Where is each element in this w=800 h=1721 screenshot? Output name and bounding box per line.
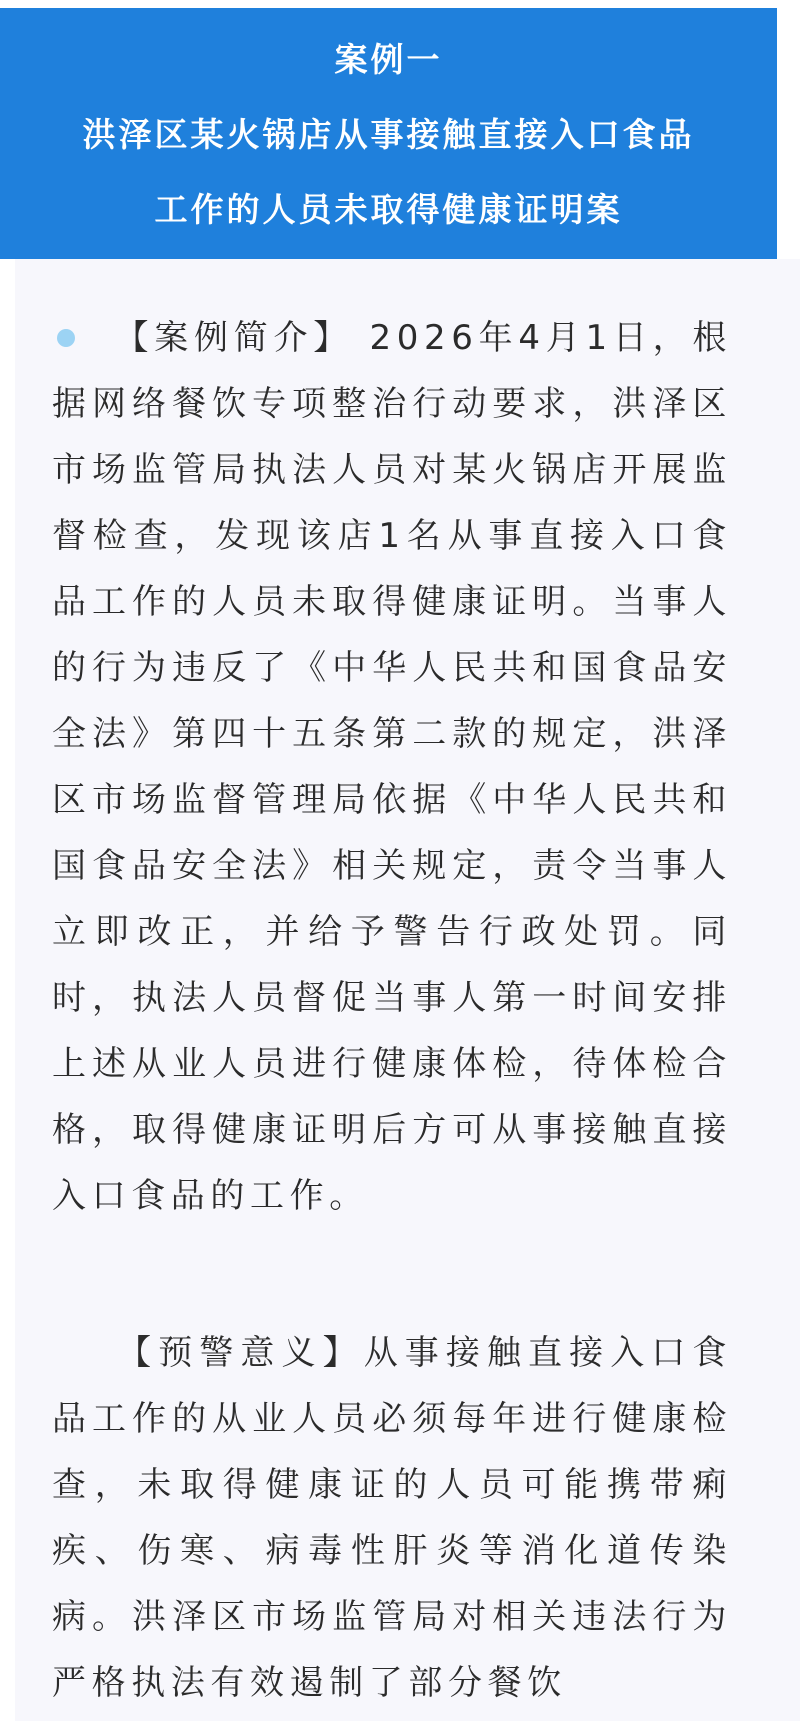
case-title-line-1: 洪泽区某火锅店从事接触直接入口食品 bbox=[82, 115, 695, 154]
case-title-banner bbox=[0, 8, 777, 259]
warning-significance-paragraph: 【预警意义】从事接触直接入口食品工作的从业人员必须每年进行健康检查，未取得健康证的人员可能携带痢疾、伤寒、病毒性肝炎等消化道传染病。洪泽区市场监管局对相关违法行为严格执法有效遏制了部分餐饮 bbox=[52, 1333, 732, 1703]
case-number-title: 案例一 bbox=[334, 40, 443, 79]
case-title-line-2: 工作的人员未取得健康证明案 bbox=[154, 190, 623, 229]
case-intro-paragraph: 【案例简介】 2026年4月1日，根据网络餐饮专项整治行动要求，洪泽区市场监管局执法人员对某火锅店开展监督检查，发现该店1名从事直接入口食品工作的人员未取得健康证明。当事人的行为违反了《中华人民共和国食品安全法》第四十五条第二款的规定，洪泽区市场监督管理局依据《中华人民共和国食品安全法》相关规定，责令当事人立即改正，并给予警告行政处罚。同时，执法人员督促当事人第一时间安排上述从业人员进行健康体检，待体检合格，取得健康证明后方可从事接触直接入口食品的工作。 bbox=[52, 318, 732, 1216]
